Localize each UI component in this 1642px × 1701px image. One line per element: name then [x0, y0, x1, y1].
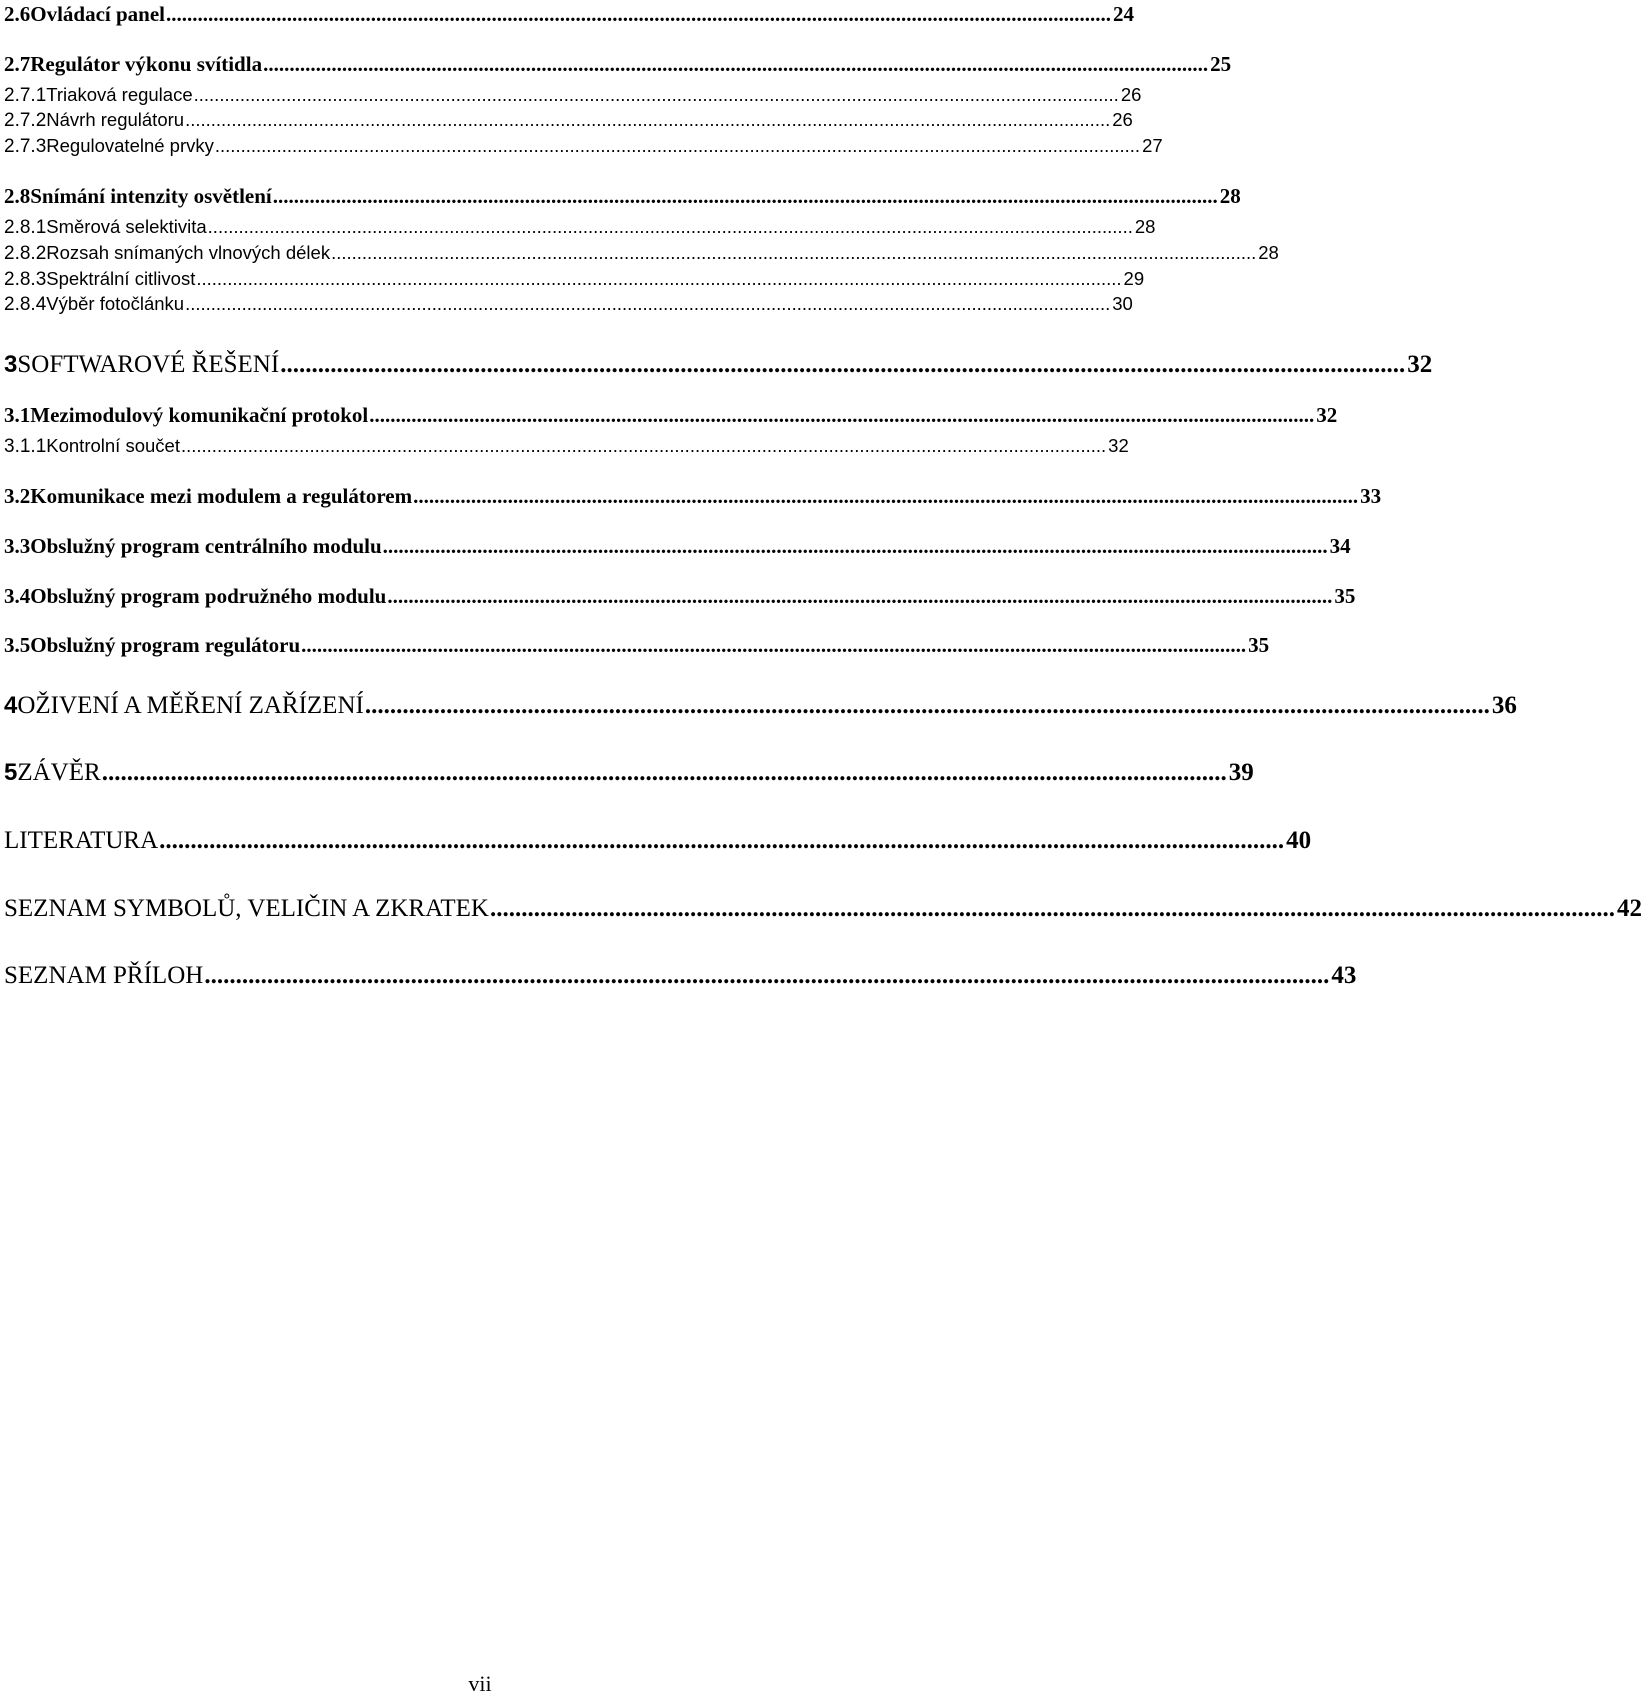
dot-leader: .................................................................................................................................................................................... — [159, 827, 1285, 854]
toc-entry-4[interactable] — [4, 692, 1517, 719]
toc-number: 2.8.4 — [4, 294, 47, 315]
toc-entry-2-8-4[interactable] — [4, 293, 1133, 315]
dot-leader: .................................................................................................................................................................................... — [185, 109, 1111, 130]
toc-title: Komunikace mezi modulem a regulátorem — [30, 484, 413, 508]
dot-leader: .................................................................................................................................................................................... — [166, 2, 1112, 26]
toc-number: 4 — [4, 692, 18, 719]
toc-page-number: 25 — [1210, 52, 1232, 76]
toc-title: Spektrální citlivost — [46, 268, 196, 289]
toc-page-number: 28 — [1219, 184, 1241, 208]
toc-number: 2.7.3 — [4, 136, 47, 157]
toc-number: 2.7.2 — [4, 110, 47, 131]
toc-page-number: 32 — [1108, 435, 1129, 456]
toc-entry-seznam-priloh[interactable] — [4, 962, 1357, 989]
toc-number: 3.5 — [4, 633, 31, 657]
toc-page-number: 26 — [1120, 84, 1142, 105]
toc-page-number: 27 — [1142, 135, 1163, 156]
toc-entry-3-4[interactable] — [4, 584, 1356, 608]
dot-leader: .................................................................................................................................................................................... — [204, 962, 1330, 989]
toc-title: Obslužný program podružného modulu — [30, 584, 387, 608]
toc-entry-3-3[interactable] — [4, 534, 1351, 558]
toc-page-number: 39 — [1228, 759, 1254, 786]
toc-page-number: 26 — [1112, 109, 1133, 130]
toc-entry-3[interactable] — [4, 351, 1433, 378]
toc-title: Regulovatelné prvky — [46, 135, 214, 156]
toc-entry-5[interactable] — [4, 759, 1254, 786]
toc-page-number: 30 — [1112, 293, 1133, 314]
toc-title: Ovládací panel — [30, 2, 166, 26]
toc-page-number: 28 — [1258, 242, 1279, 263]
toc-number: 2.8.1 — [4, 217, 47, 238]
toc-page-number: 33 — [1360, 484, 1382, 508]
toc-title: Obslužný program regulátoru — [30, 633, 301, 657]
toc-title: Rozsah snímaných vlnových délek — [46, 242, 331, 263]
toc-number: 3.3 — [4, 534, 31, 558]
toc-number: 3 — [4, 351, 18, 378]
toc-number: 2.6 — [4, 2, 31, 26]
dot-leader: .................................................................................................................................................................................... — [196, 268, 1122, 289]
toc-title: Směrová selektivita — [46, 216, 207, 237]
toc-title: LITERATURA — [4, 827, 159, 854]
toc-entry-3-2[interactable] — [4, 484, 1382, 508]
dot-leader: .................................................................................................................................................................................... — [331, 242, 1257, 263]
dot-leader: .................................................................................................................................................................................... — [272, 184, 1218, 208]
toc-title: Triaková regulace — [46, 84, 193, 105]
toc-title: Návrh regulátoru — [46, 109, 185, 130]
toc-entry-2-7-3[interactable] — [4, 135, 1163, 157]
toc-page-number: 24 — [1113, 2, 1135, 26]
dot-leader: .................................................................................................................................................................................... — [263, 52, 1209, 76]
dot-leader: .................................................................................................................................................................................... — [301, 633, 1247, 657]
toc-entry-3-1[interactable] — [4, 403, 1338, 427]
toc-title: Mezimodulový komunikační protokol — [30, 403, 369, 427]
toc-number: 3.4 — [4, 584, 31, 608]
toc-number: 3.1.1 — [4, 436, 47, 457]
dot-leader: .................................................................................................................................................................................... — [382, 534, 1328, 558]
dot-leader: .................................................................................................................................................................................... — [185, 293, 1111, 314]
toc-number: 3.1 — [4, 403, 31, 427]
dot-leader: .................................................................................................................................................................................... — [280, 351, 1406, 378]
toc-page-number: 35 — [1248, 633, 1270, 657]
dot-leader: .................................................................................................................................................................................... — [101, 759, 1227, 786]
toc-title: Snímání intenzity osvětlení — [30, 184, 272, 208]
toc-title: Kontrolní součet — [46, 435, 180, 456]
toc-entry-2-6[interactable] — [4, 2, 1135, 26]
toc-entry-3-1-1[interactable] — [4, 435, 1129, 457]
toc-number: 5 — [4, 759, 18, 786]
dot-leader: .................................................................................................................................................................................... — [387, 584, 1333, 608]
toc-page-number: 34 — [1329, 534, 1351, 558]
toc-entry-literatura[interactable] — [4, 827, 1312, 854]
toc-page-number: 43 — [1331, 962, 1357, 989]
toc-title: ZÁVĚR — [17, 759, 101, 786]
toc-title: Obslužný program centrálního modulu — [30, 534, 382, 558]
dot-leader: .................................................................................................................................................................................... — [369, 403, 1315, 427]
toc-page-number: 36 — [1491, 692, 1517, 719]
toc-page-number: 40 — [1286, 827, 1312, 854]
toc-page-number: 29 — [1123, 268, 1145, 289]
toc-title: SOFTWAROVÉ ŘEŠENÍ — [17, 351, 280, 378]
toc-title: OŽIVENÍ A MĚŘENÍ ZAŘÍZENÍ — [17, 692, 364, 719]
toc-entry-2-8-1[interactable] — [4, 216, 1156, 238]
toc-title: SEZNAM PŘÍLOH — [4, 962, 204, 989]
dot-leader: .................................................................................................................................................................................... — [489, 895, 1615, 922]
toc-entry-2-8-3[interactable] — [4, 268, 1145, 290]
dot-leader: .................................................................................................................................................................................... — [413, 484, 1359, 508]
toc-entry-seznam-symbolu[interactable] — [4, 895, 1642, 922]
toc-number: 2.8 — [4, 184, 31, 208]
toc-number: 2.7.1 — [4, 85, 47, 106]
toc-entry-2-7-2[interactable] — [4, 109, 1133, 131]
toc-entry-3-5[interactable] — [4, 633, 1270, 657]
dot-leader: .................................................................................................................................................................................... — [207, 216, 1133, 237]
dot-leader: .................................................................................................................................................................................... — [193, 84, 1119, 105]
toc-entry-2-8[interactable] — [4, 184, 1241, 208]
dot-leader: .................................................................................................................................................................................... — [364, 692, 1490, 719]
toc-entry-2-8-2[interactable] — [4, 242, 1279, 264]
toc-page-number: 32 — [1316, 403, 1338, 427]
toc-title: SEZNAM SYMBOLŮ, VELIČIN A ZKRATEK — [4, 895, 489, 922]
toc-entry-2-7-1[interactable] — [4, 84, 1142, 106]
toc-page-number: 42 — [1616, 895, 1642, 922]
toc-title: Regulátor výkonu svítidla — [30, 52, 263, 76]
page-footer-number: vii — [468, 1671, 492, 1696]
toc-page-number: 32 — [1407, 351, 1433, 378]
dot-leader: .................................................................................................................................................................................... — [214, 135, 1141, 156]
toc-number: 2.8.2 — [4, 243, 47, 264]
toc-entry-2-7[interactable] — [4, 52, 1232, 76]
toc-number: 2.7 — [4, 52, 31, 76]
toc-number: 2.8.3 — [4, 269, 47, 290]
toc-title: Výběr fotočlánku — [46, 293, 185, 314]
toc-page-number: 35 — [1334, 584, 1356, 608]
toc-page-number: 28 — [1134, 216, 1156, 237]
toc-number: 3.2 — [4, 484, 31, 508]
dot-leader: .................................................................................................................................................................................... — [180, 435, 1107, 456]
